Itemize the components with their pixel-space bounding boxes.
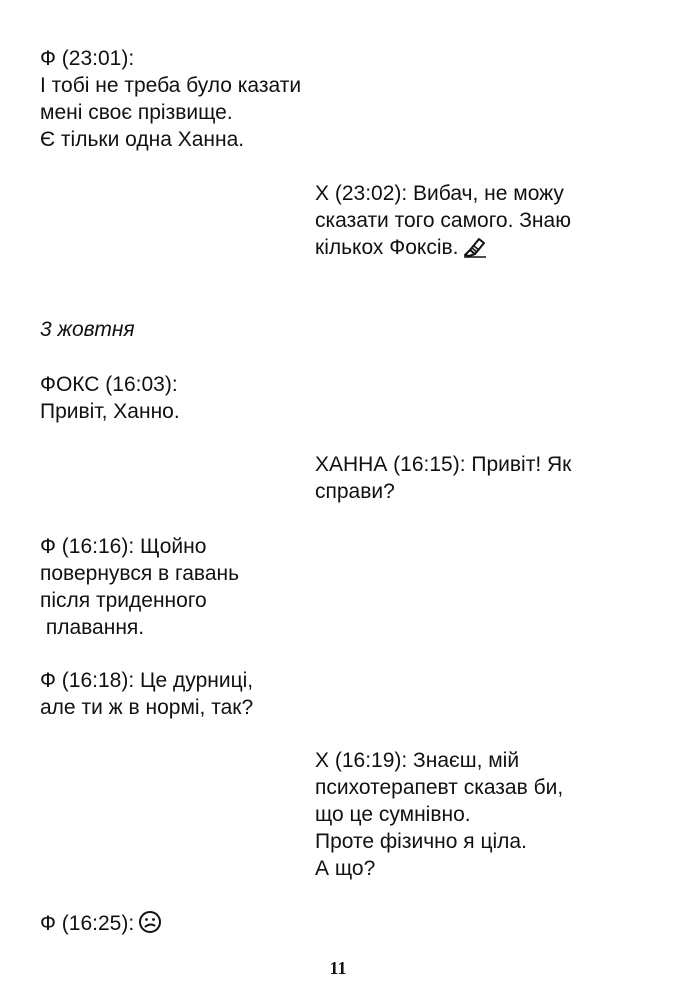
message-line: ФОКС (16:03): <box>40 373 178 396</box>
message-line: що це сумнівно. <box>315 803 471 826</box>
date-heading: 3 жовтня <box>40 318 135 341</box>
message-line: А що? <box>315 857 376 880</box>
message-line: ХАННА (16:15): Привіт! Як <box>315 453 572 476</box>
message-fox-1618 <box>40 667 253 721</box>
writing-hand-icon <box>462 234 488 265</box>
message-hanna-1619 <box>315 747 563 882</box>
message-line: Ф (16:16): Щойно <box>40 535 207 558</box>
message-line: сказати того самого. Знаю <box>315 209 571 232</box>
message-line-with-icon <box>40 910 162 941</box>
message-hanna-2302 <box>315 180 571 265</box>
message-line: повернувся в гавань <box>40 562 240 585</box>
message-line: мені своє прізвище. <box>40 101 233 124</box>
message-line: Х (23:02): Вибач, не можу <box>315 182 564 205</box>
message-line-with-icon <box>315 234 571 265</box>
message-line: психотерапевт сказав би, <box>315 776 564 799</box>
message-fox-2301 <box>40 45 301 153</box>
page-number: 11 <box>329 958 347 978</box>
message-line: Ф (23:01): <box>40 47 135 70</box>
message-line: Ф (16:25): <box>40 912 135 935</box>
message-line: кількох Фоксів. <box>315 236 459 259</box>
message-fox-1616 <box>40 533 239 641</box>
message-line: після триденного <box>40 589 207 612</box>
message-hanna-1615 <box>315 451 571 505</box>
message-line: але ти ж в нормі, так? <box>40 696 254 719</box>
message-line: Ф (16:18): Це дурниці, <box>40 669 254 692</box>
confused-face-icon <box>138 910 162 941</box>
message-line: Х (16:19): Знаєш, мій <box>315 749 520 772</box>
message-line: Привіт, Ханно. <box>40 400 180 423</box>
message-line: справи? <box>315 480 395 503</box>
message-line: Є тільки одна Ханна. <box>40 128 245 151</box>
message-line: плавання. <box>40 616 145 639</box>
message-fox-1603 <box>40 371 180 425</box>
message-line: Проте фізично я ціла. <box>315 830 527 853</box>
message-fox-1625 <box>40 910 162 941</box>
message-line: І тобі не треба було казати <box>40 74 302 97</box>
